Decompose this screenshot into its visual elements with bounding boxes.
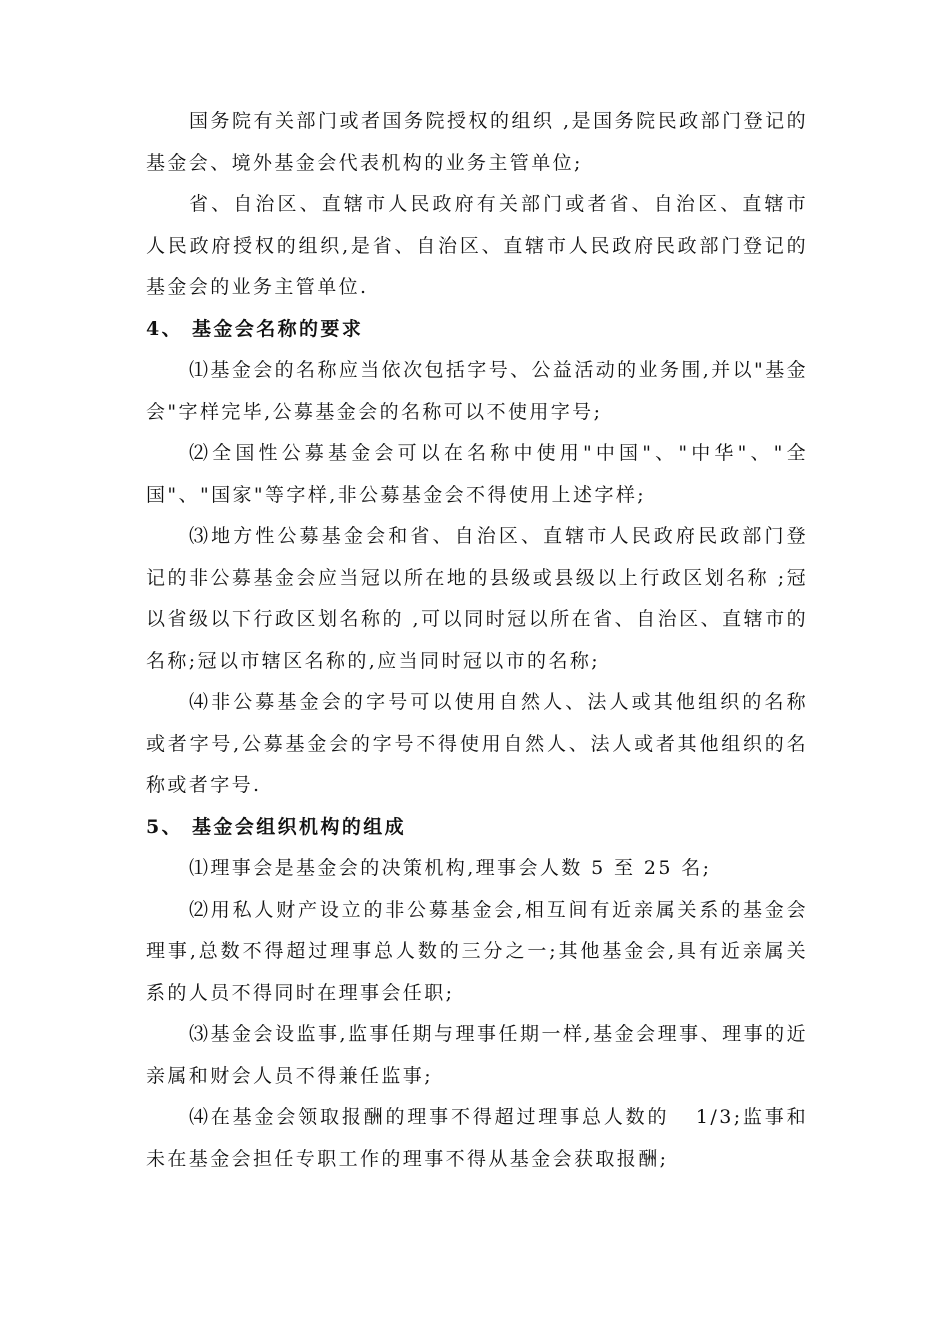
paragraph-org-item-2: ⑵用私人财产设立的非公募基金会,相互间有近亲属关系的基金会理事,总数不得超过理事总人数的三分之一;其他基金会,具有近亲属关系的人员不得同时在理事会任职; (146, 898, 808, 1004)
paragraph-org-item-3: ⑶基金会设监事,监事任期与理事任期一样,基金会理事、理事的近亲属和财会人员不得兼任监事; (146, 1023, 808, 1087)
paragraph-name-item-2: ⑵全国性公募基金会可以在名称中使用"中国"、"中华"、"全国"、"国家"等字样,非公募基金会不得使用上述字样; (146, 442, 808, 506)
section-heading-organization: 5、 基金会组织机构的组成 (146, 815, 407, 838)
section-heading-name-requirements: 4、 基金会名称的要求 (146, 317, 364, 340)
paragraph-name-item-1: ⑴基金会的名称应当依次包括字号、公益活动的业务围,并以"基金会"字样完毕,公募基金会的名称可以不使用字号; (146, 359, 808, 423)
paragraph-org-item-4: ⑷在基金会领取报酬的理事不得超过理事总人数的 1/3;监事和未在基金会担任专职工作的理事不得从基金会获取报酬; (146, 1106, 808, 1170)
document-body (146, 101, 808, 1180)
paragraph-org-item-1: ⑴理事会是基金会的决策机构,理事会人数 5 至 25 名; (189, 857, 712, 879)
paragraph-authority-provincial: 省、自治区、直辖市人民政府有关部门或者省、自治区、直辖市人民政府授权的组织,是省、自治区、直辖市人民政府民政部门登记的基金会的业务主管单位. (146, 193, 808, 298)
paragraph-name-item-4: ⑷非公募基金会的字号可以使用自然人、法人或其他组织的名称或者字号,公募基金会的字号不得使用自然人、法人或者其他组织的名称或者字号. (146, 691, 808, 796)
paragraph-authority-national: 国务院有关部门或者国务院授权的组织 ,是国务院民政部门登记的基金会、境外基金会代表机构的业务主管单位; (146, 110, 808, 174)
paragraph-name-item-3: ⑶地方性公募基金会和省、自治区、直辖市人民政府民政部门登记的非公募基金会应当冠以所在地的县级或县级以上行政区划名称 ;冠以省级以下行政区划名称的 ,可以同时冠以所在省、自治区、直辖市的名称;冠以市辖区名称的,应当同时冠以市的名称; (146, 525, 808, 672)
